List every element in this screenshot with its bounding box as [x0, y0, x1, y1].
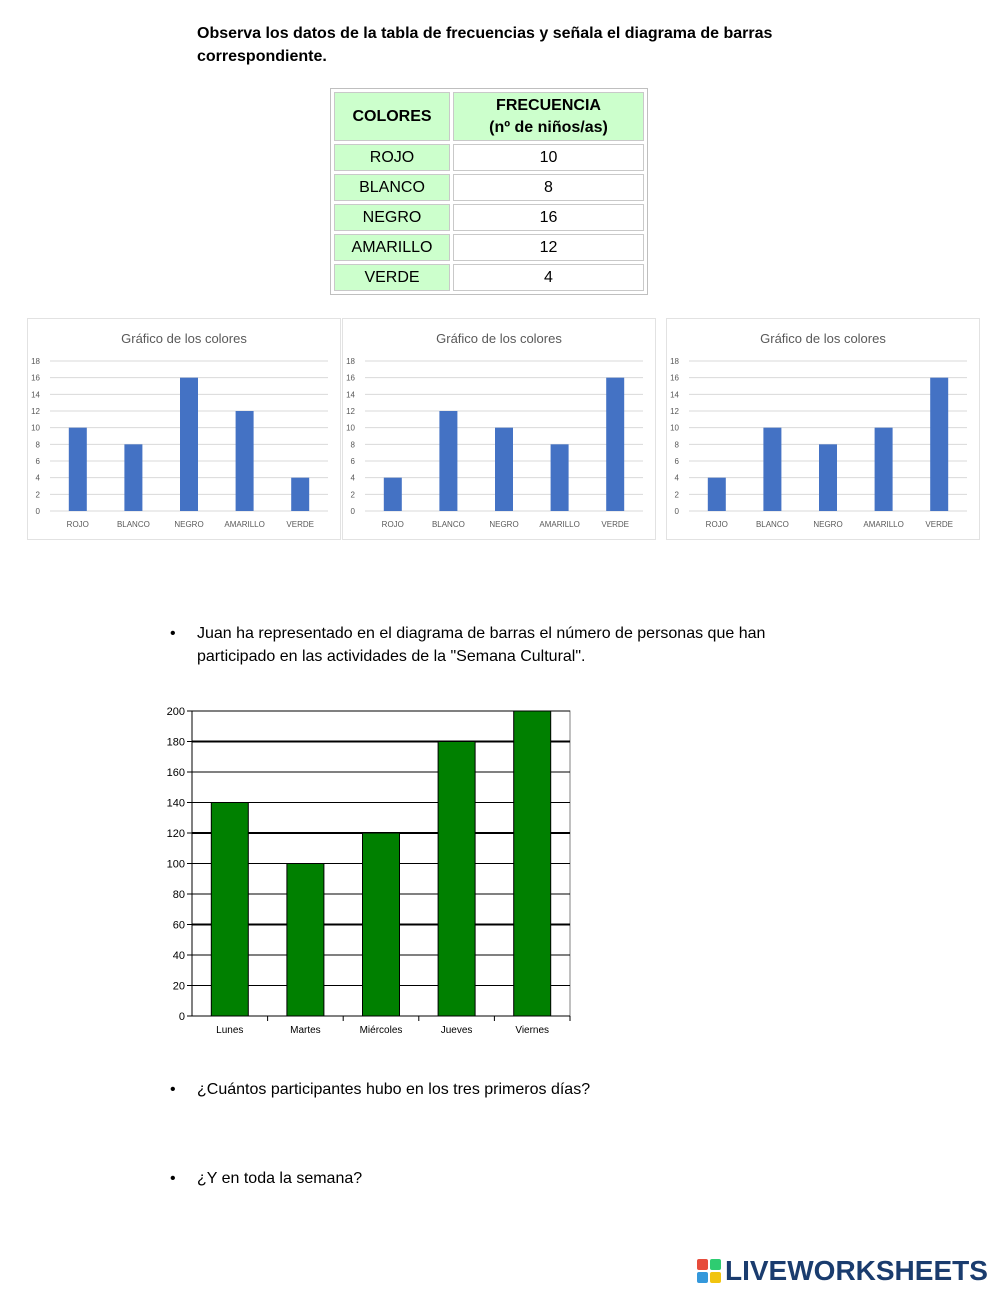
- header-frecuencia: [453, 92, 644, 141]
- liveworksheets-logo: [697, 1255, 997, 1287]
- x-tick-label: BLANCO: [116, 520, 150, 529]
- y-tick-label: 6: [674, 457, 679, 466]
- y-tick-label: 16: [670, 373, 679, 383]
- y-tick-label: 10: [31, 423, 40, 433]
- y-tick-label: 14: [670, 390, 679, 400]
- logo-text: LIVEWORKSHEETS: [725, 1255, 988, 1286]
- chart-option-3[interactable]: [666, 318, 980, 540]
- bar: [551, 444, 569, 511]
- header-frecuencia-line-1: FRECUENCIA: [496, 96, 601, 114]
- x-tick-label: NEGRO: [489, 520, 519, 529]
- y-tick-label: 0: [35, 507, 40, 516]
- bar: [606, 378, 624, 511]
- y-tick-label: 2: [674, 490, 679, 500]
- logo-square: [710, 1259, 721, 1270]
- x-tick-label: VERDE: [925, 520, 953, 529]
- y-tick-label: 0: [350, 507, 355, 516]
- table-row: [334, 174, 644, 201]
- y-tick-label: 160: [166, 767, 185, 779]
- cell-color: BLANCO: [334, 174, 450, 201]
- x-tick-label: AMARILLO: [539, 520, 580, 529]
- bullet-dot: •: [170, 1081, 176, 1098]
- cell-frequency: 8: [453, 174, 644, 201]
- y-tick-label: 12: [346, 407, 355, 416]
- bar: [180, 378, 198, 511]
- bar: [384, 478, 402, 511]
- x-tick-label: NEGRO: [813, 520, 843, 529]
- semana-cultural-chart: [150, 700, 580, 1045]
- y-tick-label: 18: [670, 357, 679, 366]
- bar: [291, 478, 309, 511]
- table-row: [334, 204, 644, 231]
- bar: [439, 411, 457, 511]
- y-tick-label: 16: [31, 373, 40, 383]
- frequency-table: [330, 88, 648, 295]
- chart-option-2[interactable]: [342, 318, 656, 540]
- cell-color: ROJO: [334, 144, 450, 171]
- bullet-juan-line-2: participado en las actividades de la "Semana Cultural".: [197, 648, 586, 665]
- y-tick-label: 14: [346, 390, 355, 400]
- cell-color: AMARILLO: [334, 234, 450, 261]
- x-tick-label: Martes: [290, 1025, 321, 1036]
- chart-option-1-svg: [28, 319, 340, 539]
- logo-squares-icon: [697, 1259, 721, 1283]
- y-tick-label: 8: [674, 440, 679, 450]
- cell-color: NEGRO: [334, 204, 450, 231]
- y-tick-label: 120: [166, 828, 185, 840]
- y-tick-label: 2: [350, 490, 355, 500]
- y-tick-label: 18: [31, 357, 40, 366]
- x-tick-label: BLANCO: [755, 520, 789, 529]
- instructions-line-1: Observa los datos de la tabla de frecuencias y señala el diagrama de barras: [197, 25, 773, 42]
- bar: [875, 428, 893, 511]
- chart-title: Gráfico de los colores: [121, 331, 247, 346]
- y-tick-label: 0: [178, 1011, 185, 1023]
- y-tick-label: 2: [35, 490, 40, 500]
- y-tick-label: 18: [346, 357, 355, 366]
- semana-cultural-chart-svg: [150, 700, 580, 1045]
- bullet-dot: •: [170, 625, 176, 642]
- cell-frequency: 16: [453, 204, 644, 231]
- y-tick-label: 4: [350, 473, 355, 483]
- x-tick-label: ROJO: [705, 520, 728, 529]
- bar: [363, 833, 400, 1016]
- y-tick-label: 200: [166, 706, 185, 718]
- y-tick-label: 14: [31, 390, 40, 400]
- table-row: [334, 144, 644, 171]
- x-tick-label: BLANCO: [431, 520, 465, 529]
- chart-title: Gráfico de los colores: [760, 331, 886, 346]
- y-tick-label: 20: [172, 980, 185, 993]
- table-row: [334, 234, 644, 261]
- y-tick-label: 8: [35, 440, 40, 450]
- cell-frequency: 4: [453, 264, 644, 291]
- x-tick-label: Jueves: [440, 1025, 473, 1036]
- y-tick-label: 16: [346, 373, 355, 383]
- bar: [930, 378, 948, 511]
- instructions-text: [197, 22, 797, 68]
- table-row: [334, 264, 644, 291]
- table-header-row: [334, 92, 644, 141]
- x-tick-label: NEGRO: [174, 520, 204, 529]
- question-whole-week: ¿Y en toda la semana?: [197, 1170, 363, 1187]
- x-tick-label: Lunes: [216, 1025, 244, 1036]
- logo-square: [697, 1259, 708, 1270]
- cell-frequency: 12: [453, 234, 644, 261]
- x-tick-label: Viernes: [515, 1025, 550, 1036]
- cell-color: VERDE: [334, 264, 450, 291]
- y-tick-label: 60: [172, 919, 185, 932]
- y-tick-label: 4: [674, 473, 679, 483]
- instructions-line-2: correspondiente.: [197, 48, 327, 65]
- bar: [514, 711, 551, 1016]
- bullet-juan-line-1: Juan ha representado en el diagrama de barras el número de personas que han: [197, 625, 766, 642]
- chart-option-3-svg: [667, 319, 979, 539]
- x-tick-label: AMARILLO: [863, 520, 904, 529]
- bar: [438, 742, 475, 1017]
- bar: [763, 428, 781, 511]
- y-tick-label: 12: [670, 407, 679, 416]
- question-three-days: ¿Cuántos participantes hubo en los tres primeros días?: [197, 1081, 591, 1098]
- bar: [69, 428, 87, 511]
- bar: [287, 864, 324, 1017]
- y-tick-label: 0: [674, 507, 679, 516]
- bar: [708, 478, 726, 511]
- logo-square: [710, 1272, 721, 1283]
- x-tick-label: VERDE: [601, 520, 629, 529]
- x-tick-label: ROJO: [66, 520, 89, 529]
- header-colores: COLORES: [334, 92, 450, 141]
- y-tick-label: 140: [166, 797, 185, 810]
- cell-frequency: 10: [453, 144, 644, 171]
- y-tick-label: 100: [166, 858, 185, 871]
- bar: [236, 411, 254, 511]
- bar: [124, 444, 142, 511]
- y-tick-label: 6: [35, 457, 40, 466]
- logo-square: [697, 1272, 708, 1283]
- y-tick-label: 8: [350, 440, 355, 450]
- bar: [819, 444, 837, 511]
- x-tick-label: AMARILLO: [224, 520, 265, 529]
- x-tick-label: VERDE: [286, 520, 314, 529]
- chart-option-1[interactable]: [27, 318, 341, 540]
- y-tick-label: 6: [350, 457, 355, 466]
- chart-title: Gráfico de los colores: [436, 331, 562, 346]
- chart-option-2-svg: [343, 319, 655, 539]
- y-tick-label: 10: [346, 423, 355, 433]
- header-frecuencia-line-2: (nº de niños/as): [489, 118, 608, 136]
- y-tick-label: 4: [35, 473, 40, 483]
- x-tick-label: ROJO: [381, 520, 404, 529]
- y-tick-label: 80: [172, 889, 185, 901]
- bullet-dot: •: [170, 1170, 176, 1187]
- y-tick-label: 180: [166, 736, 185, 749]
- bar: [495, 428, 513, 511]
- y-tick-label: 40: [172, 950, 185, 962]
- x-tick-label: Miércoles: [359, 1025, 403, 1036]
- y-tick-label: 10: [670, 423, 679, 433]
- bar: [211, 803, 248, 1017]
- y-tick-label: 12: [31, 407, 40, 416]
